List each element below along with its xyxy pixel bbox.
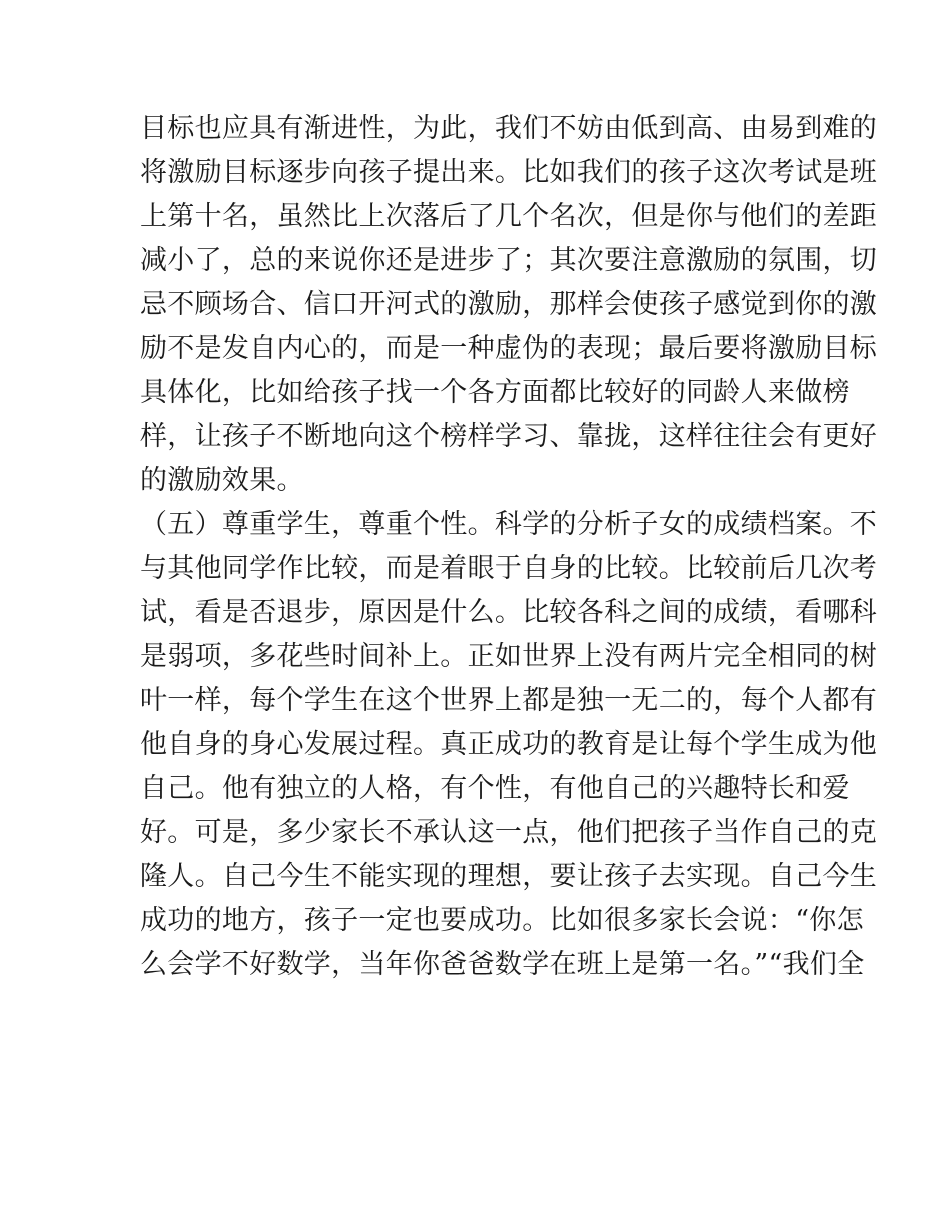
- text-line-5: 忌不顾场合、信口开河式的激励，那样会使孩子感觉到你的激: [140, 289, 878, 320]
- text-line-18: 隆人。自己今生不能实现的理想，要让孩子去实现。自己今生: [140, 861, 878, 892]
- text-line-12: 试，看是否退步，原因是什么。比较各科之间的成绩，看哪科: [140, 597, 878, 628]
- text-line-6: 励不是发自内心的，而是一种虚伪的表现；最后要将激励目标: [140, 333, 878, 364]
- text-line-11: 与其他同学作比较，而是着眼于自身的比较。比较前后几次考: [140, 553, 878, 584]
- text-line-16: 自己。他有独立的人格，有个性，有他自己的兴趣特长和爱: [140, 773, 850, 804]
- text-line-1: 目标也应具有渐进性，为此，我们不妨由低到高、由易到难的: [140, 113, 878, 144]
- text-line-4: 减小了，总的来说你还是进步了；其次要注意激励的氛围，切: [140, 245, 878, 276]
- text-line-3: 上第十名，虽然比上次落后了几个名次，但是你与他们的差距: [140, 201, 878, 232]
- text-line-15: 他自身的身心发展过程。真正成功的教育是让每个学生成为他: [140, 729, 878, 760]
- text-line-9: 的激励效果。: [140, 465, 304, 496]
- text-line-17: 好。可是，多少家长不承认这一点，他们把孩子当作自己的克: [140, 817, 878, 848]
- text-line-7: 具体化，比如给孩子找一个各方面都比较好的同龄人来做榜: [140, 377, 850, 408]
- text-line-20: 么会学不好数学，当年你爸爸数学在班上是第一名。”“我们全: [140, 949, 865, 980]
- text-line-8: 样，让孩子不断地向这个榜样学习、靠拢，这样往往会有更好: [140, 421, 878, 452]
- text-line-14: 叶一样，每个学生在这个世界上都是独一无二的，每个人都有: [140, 685, 878, 716]
- body-text: [140, 107, 878, 987]
- text-line-13: 是弱项，多花些时间补上。正如世界上没有两片完全相同的树: [140, 641, 878, 672]
- text-line-19: 成功的地方，孩子一定也要成功。比如很多家长会说：“你怎: [140, 905, 864, 936]
- section-heading-line: （五）尊重学生，尊重个性。科学的分析子女的成绩档案。不: [140, 509, 878, 540]
- text-line-2: 将激励目标逐步向孩子提出来。比如我们的孩子这次考试是班: [140, 157, 878, 188]
